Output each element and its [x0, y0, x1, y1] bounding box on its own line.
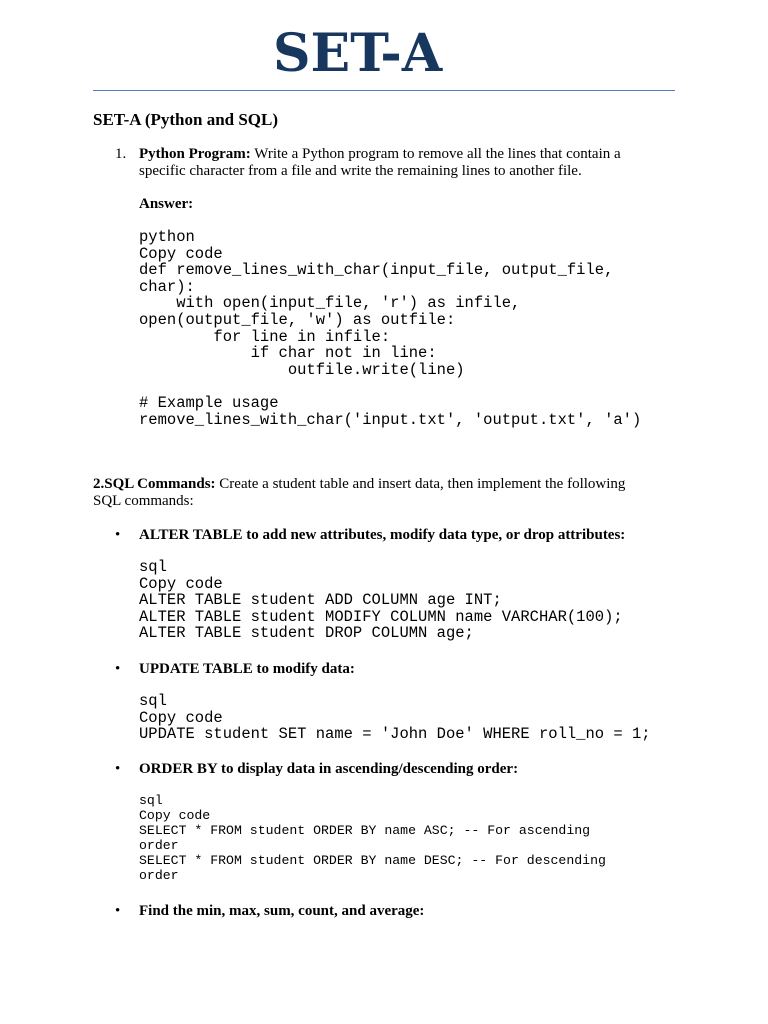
question-2-text-line1: Create a student table and insert data, then implement the following [215, 476, 626, 492]
bullet-icon: • [115, 761, 121, 777]
bullet-item-aggregates: Find the min, max, sum, count, and average: [139, 903, 425, 919]
question-2-text [93, 476, 673, 510]
title-divider [93, 90, 675, 91]
sql-order-by-code-block: sql Copy code SELECT * FROM student ORDER BY name ASC; -- For ascending order SELECT * FROM student ORDER BY name DESC; -- For descending order [139, 793, 606, 884]
sql-alter-code-block: sql Copy code ALTER TABLE student ADD COLUMN age INT; ALTER TABLE student MODIFY COLUMN name VARCHAR(100); ALTER TABLE student DROP COLUMN age; [139, 558, 623, 643]
question-1-text [139, 146, 679, 180]
document-title: SET-A [273, 23, 443, 84]
question-1-label: Python Program: [139, 146, 251, 162]
bullet-icon: • [115, 661, 121, 677]
bullet-icon: • [115, 527, 121, 543]
question-1-text-line2: specific character from a file and write the remaining lines to another file. [139, 163, 582, 179]
bullet-item-update-table: UPDATE TABLE to modify data: [139, 661, 355, 677]
question-2-label: 2.SQL Commands: [93, 476, 216, 492]
bullet-icon: • [115, 903, 121, 919]
answer-label: Answer: [139, 196, 194, 212]
question-1-text-line1: Write a Python program to remove all the lines that contain a [250, 146, 621, 162]
bullet-item-order-by: ORDER BY to display data in ascending/descending order: [139, 761, 519, 777]
question-2-text-line2: SQL commands: [93, 493, 194, 509]
sql-update-code-block: sql Copy code UPDATE student SET name = 'John Doe' WHERE roll_no = 1; [139, 692, 651, 744]
python-code-block: python Copy code def remove_lines_with_char(input_file, output_file, char): with open(input_file, 'r') as infile, open(output_file, 'w') as outfile: for line in infile: if char not in line: outfile.write(line) # Example usage remove_lines_with_char('input.txt', 'output.txt', 'a') [139, 228, 642, 429]
question-1-number: 1. [115, 146, 127, 162]
bullet-item-alter-table: ALTER TABLE to add new attributes, modify data type, or drop attributes: [139, 527, 626, 543]
section-heading: SET-A (Python and SQL) [93, 110, 279, 129]
